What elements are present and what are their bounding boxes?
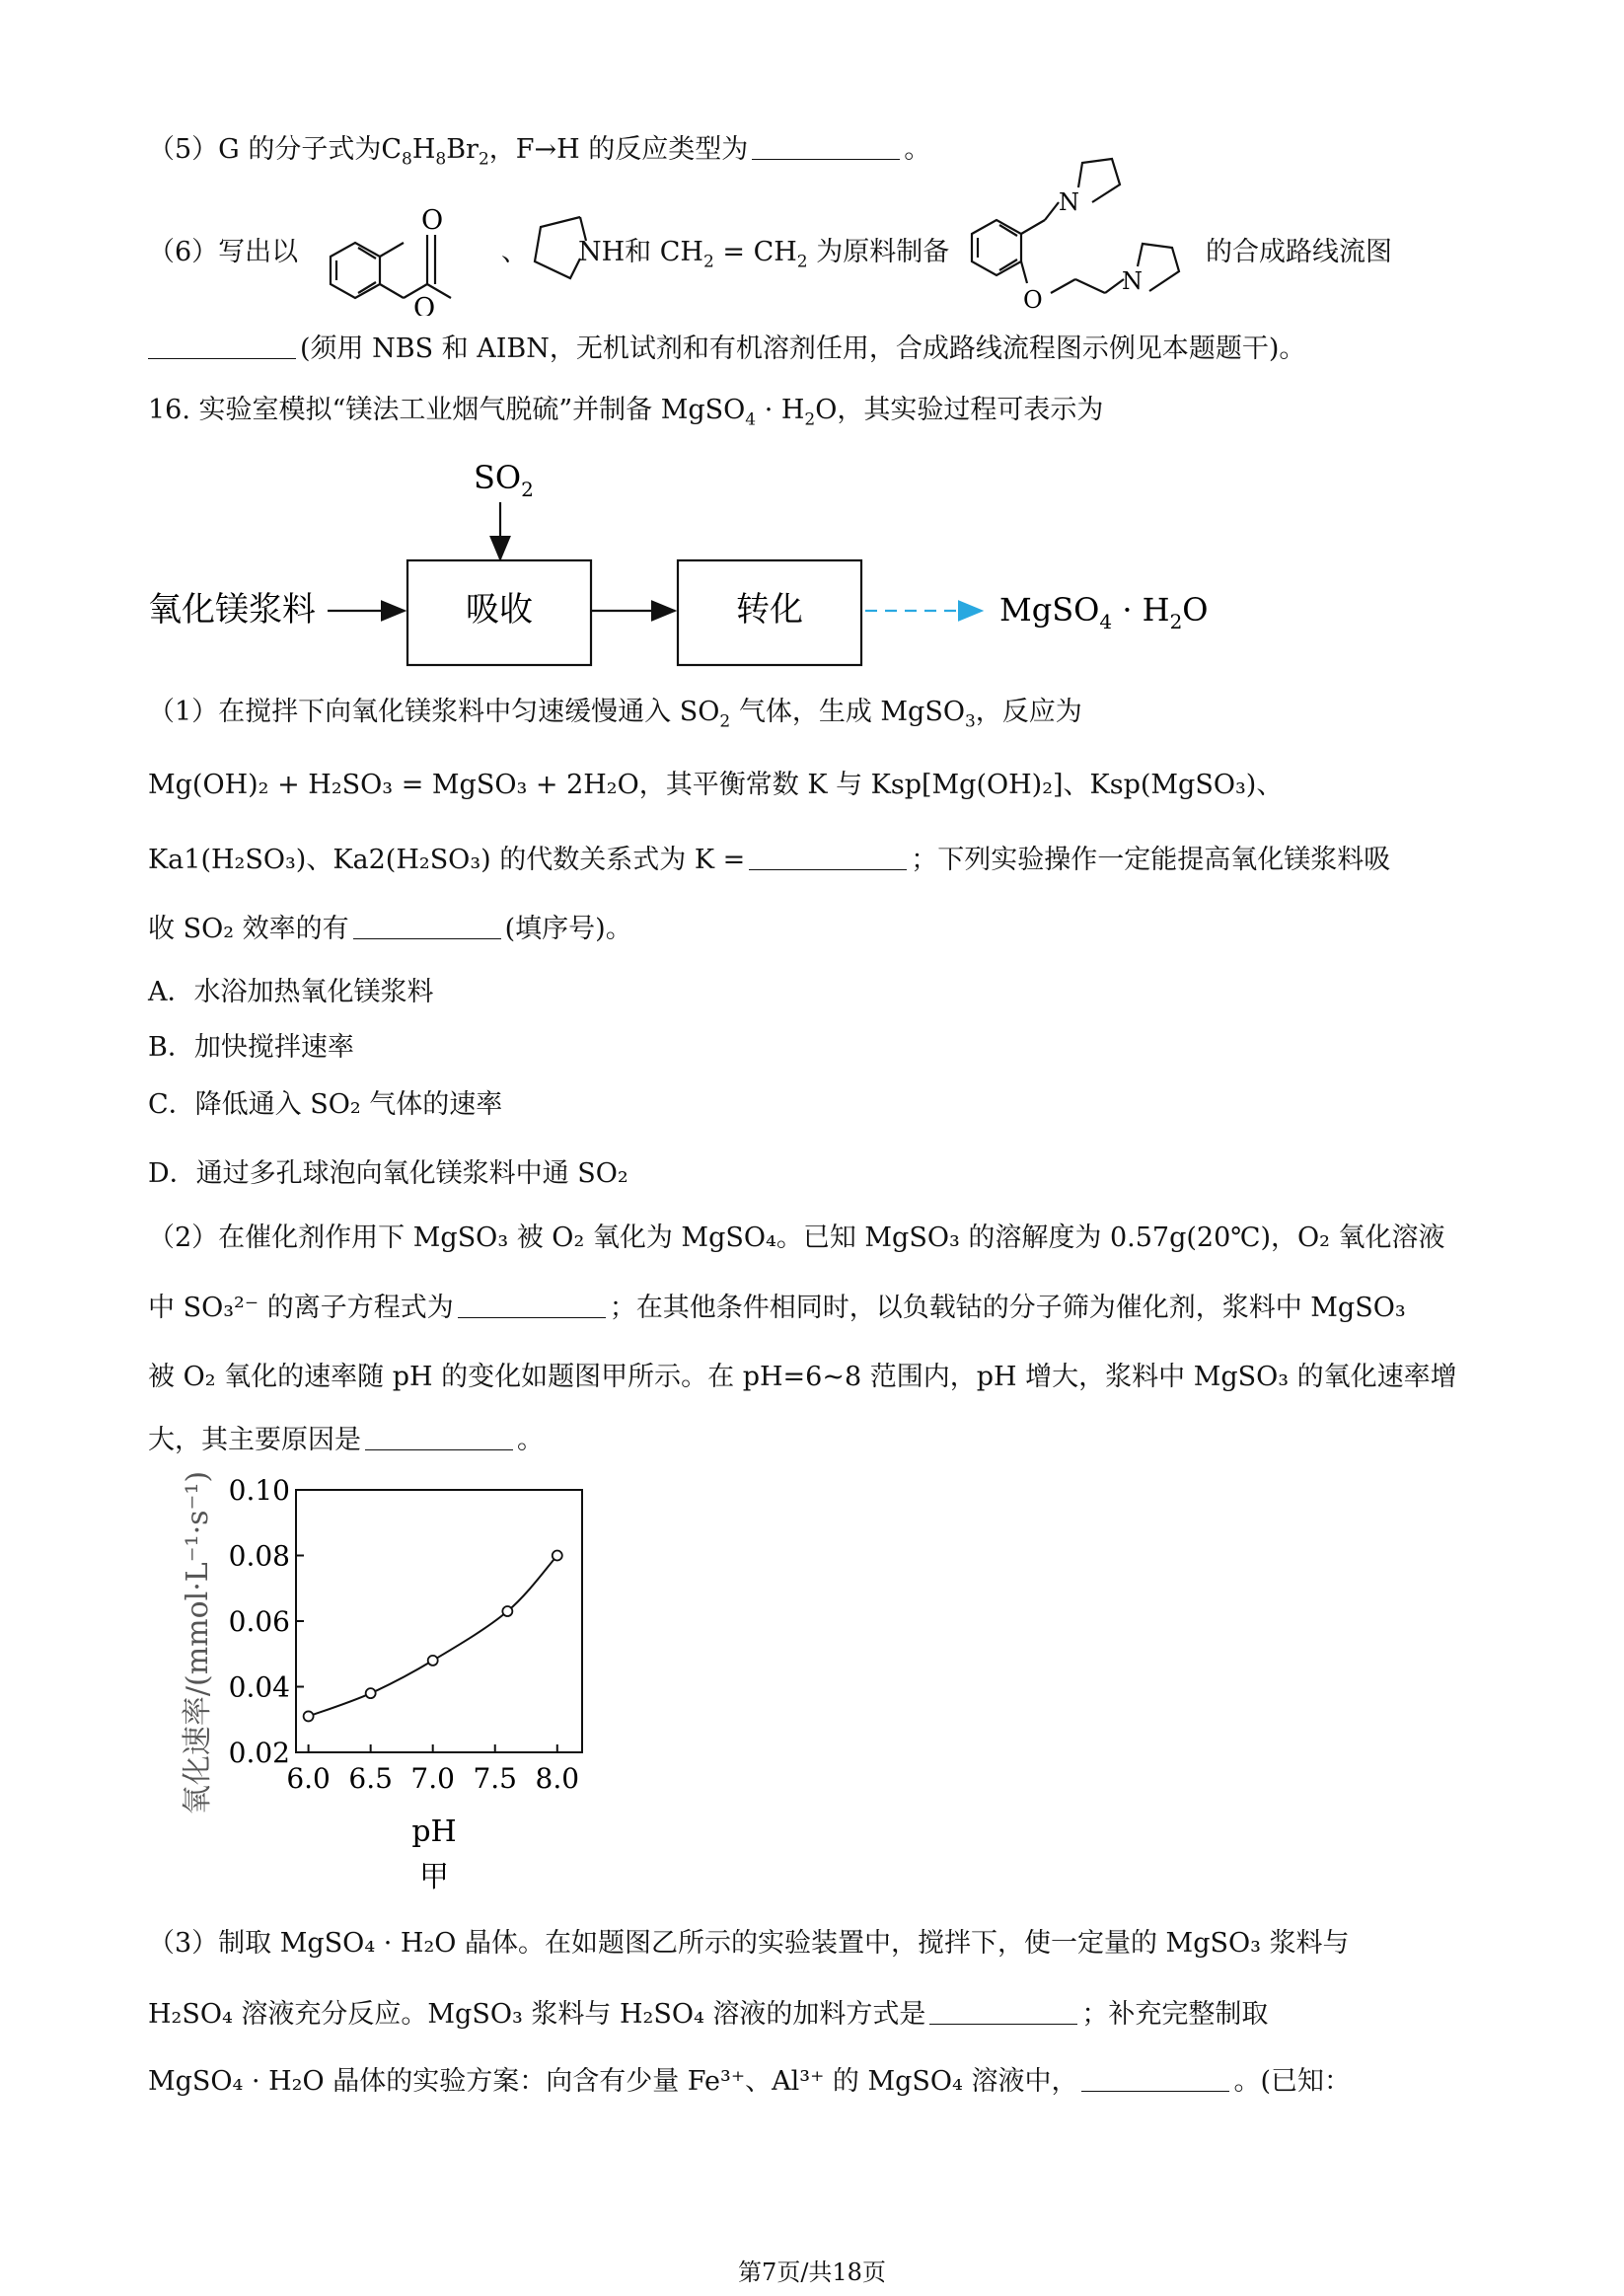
feed-label: 氧化镁浆料 — [148, 590, 316, 630]
data-point — [502, 1606, 512, 1616]
answer-blank[interactable] — [749, 844, 907, 870]
p1-line2: Mg(OH)₂ + H₂SO₃ = MgSO₃ + 2H₂O，其平衡常数 K 与 Ksp[Mg(OH)₂]、Ksp(MgSO₃)、 — [148, 770, 1284, 800]
plot-frame — [296, 1490, 582, 1752]
data-point — [366, 1688, 376, 1698]
data-point — [428, 1656, 438, 1666]
oxidation-rate-chart — [158, 1470, 651, 1904]
q16-intro: 16. 实验室模拟“镁法工业烟气脱硫”并制备 MgSO$_4$ · $H_2O$，其实验过程可表示为 — [148, 395, 1104, 430]
answer-blank[interactable] — [752, 133, 900, 160]
x-tick-label: 7.5 — [473, 1762, 518, 1795]
carbonyl-o: O — [421, 205, 444, 236]
x-tick-label: 6.0 — [286, 1762, 331, 1795]
p2-line4: 大，其主要原因是 。 — [148, 1425, 544, 1455]
product-structure — [962, 153, 1214, 326]
product-o: O — [1023, 286, 1043, 314]
p3-line1: （3）制取 MgSO₄ · H₂O 晶体。在如题图乙所示的实验装置中，搅拌下，使一定量的 MgSO₃ 浆料与 — [148, 1928, 1350, 1959]
x-tick-label: 6.5 — [348, 1762, 393, 1795]
q6-sep1: 、 — [501, 237, 528, 267]
y-tick-label: 0.02 — [228, 1737, 290, 1769]
option-a: A．水浴加热氧化镁浆料 — [148, 977, 434, 1007]
answer-blank[interactable] — [148, 333, 296, 359]
p1-line4: 收 SO₂ 效率的有 (填序号)。 — [148, 914, 632, 944]
answer-blank[interactable] — [1081, 2065, 1229, 2092]
page-footer: 第7页/共18页 — [738, 2259, 886, 2286]
option-b: B．加快搅拌速率 — [148, 1032, 354, 1063]
y-tick-label: 0.04 — [228, 1670, 290, 1704]
y-tick-label: 0.08 — [228, 1539, 290, 1573]
product-n2: N — [1122, 267, 1143, 295]
x-tick-label: 8.0 — [535, 1762, 580, 1795]
answer-blank[interactable] — [929, 1998, 1077, 2025]
process-flow-diagram — [138, 449, 1243, 676]
data-point — [304, 1711, 314, 1721]
data-point — [553, 1551, 562, 1561]
y-axis-label: 氧化速率/(mmol·L⁻¹·s⁻¹) — [181, 1470, 215, 1815]
option-c: C．降低通入 SO₂ 气体的速率 — [148, 1089, 503, 1120]
answer-blank[interactable] — [458, 1292, 606, 1318]
y-tick-label: 0.10 — [228, 1474, 290, 1507]
x-tick-label: 7.0 — [410, 1762, 455, 1795]
x-axis-label: pH — [411, 1815, 457, 1849]
p2-line2: 中 SO₃²⁻ 的离子方程式为 ；在其他条件相同时，以负载钴的分子筛为催化剂，浆料中 MgSO₃ — [148, 1293, 1406, 1323]
ester-o: O — [413, 293, 436, 316]
product-n1: N — [1059, 188, 1079, 216]
series-curve — [309, 1556, 557, 1717]
absorb-label: 吸收 — [466, 590, 533, 630]
q6-suffix: 的合成路线流图 — [1206, 237, 1392, 267]
option-d: D．通过多孔球泡向氧化镁浆料中通 SO₂ — [148, 1158, 628, 1189]
p1-line1: （1）在搅拌下向氧化镁浆料中匀速缓慢通入 $SO_2$ 气体，生成 MgSO$_3$，反应为 — [148, 697, 1082, 732]
y-tick-label: 0.06 — [228, 1605, 290, 1638]
p2-line1: （2）在催化剂作用下 MgSO₃ 被 O₂ 氧化为 MgSO₄。已知 MgSO₃ 的溶解度为 0.57g(20℃)，O₂ 氧化溶液 — [148, 1222, 1445, 1253]
answer-blank[interactable] — [353, 913, 501, 939]
p3-line3: MgSO₄ · H₂O 晶体的实验方案：向含有少量 Fe³⁺、Al³⁺ 的 MgSO₄ 溶液中， 。(已知： — [148, 2066, 1352, 2097]
answer-blank[interactable] — [365, 1424, 513, 1450]
product-label: MgSO$_4$ · $H_2O$ — [999, 591, 1209, 633]
reactant-structure — [301, 187, 528, 316]
chart-caption: 甲 — [419, 1860, 449, 1894]
p1-line3: Ka1(H₂SO₃)、Ka2(H₂SO₃) 的代数关系式为 K = ；下列实验操作一定能提高氧化镁浆料吸 — [148, 845, 1391, 875]
q6-reagents: NH和 $CH_2 = CH_2$ 为原料制备 — [578, 237, 950, 272]
p2-line3: 被 O₂ 氧化的速率随 pH 的变化如题图甲所示。在 pH=6~8 范围内，pH 增大，浆料中 MgSO₃ 的氧化速率增 — [148, 1362, 1457, 1392]
q6-prefix: （6）写出以 — [148, 237, 299, 267]
q6-line2: (须用 NBS 和 AIBN，无机试剂和有机溶剂任用，合成路线流程图示例见本题题干)。 — [148, 330, 1305, 369]
p3-line2: H₂SO₄ 溶液充分反应。MgSO₃ 浆料与 H₂SO₄ 溶液的加料方式是 ；补充完整制取 — [148, 1999, 1269, 2030]
so2-label: $SO_2$ — [474, 459, 534, 501]
q5-line: （5）G 的分子式为$C_8H_8Br_2$，F→H 的反应类型为 。 — [148, 134, 931, 170]
convert-label: 转化 — [736, 590, 803, 630]
